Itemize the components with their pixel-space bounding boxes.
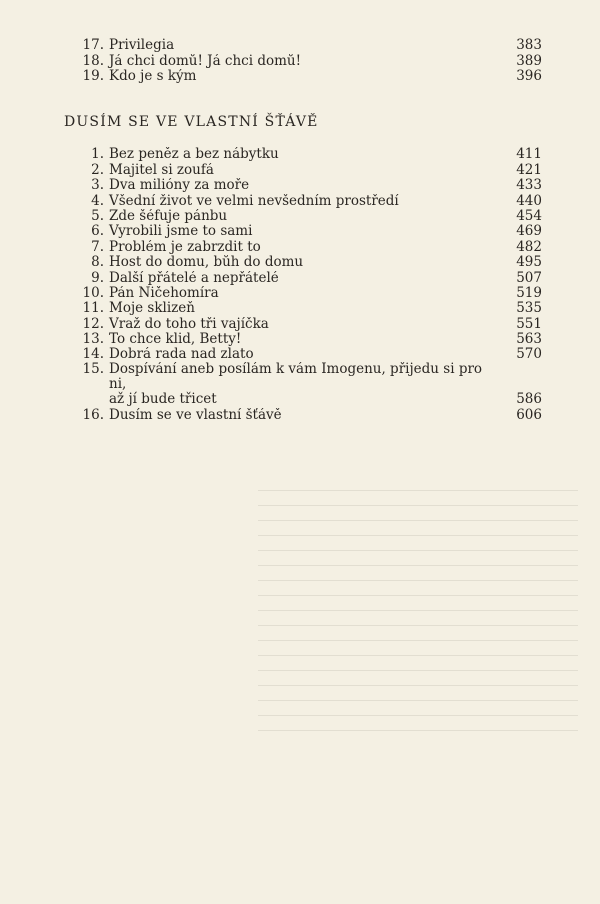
entry-number: 15. <box>82 361 104 378</box>
entry-number: 2. <box>91 161 104 178</box>
entry-title-line: až jí bude třicet <box>109 391 217 408</box>
entry-number: 1. <box>91 146 104 163</box>
section-heading: DUSÍM SE VE VLASTNÍ ŠŤÁVĚ <box>64 114 319 130</box>
entry-number: 19. <box>82 68 104 85</box>
entry-page: 421 <box>516 161 542 178</box>
entry-number: 18. <box>82 52 104 69</box>
entry-title: Pán Ničehomíra <box>109 285 219 301</box>
entry-title: Já chci domů! Já chci domů! <box>109 53 302 69</box>
entry-title: Dusím se ve vlastní šťávě <box>109 407 282 423</box>
entry-title: Kdo je s kým <box>109 69 197 85</box>
entry-page: 411 <box>516 146 542 163</box>
entry-title: Bez peněz a bez nábytku <box>109 147 279 163</box>
toc-entry <box>82 53 542 68</box>
toc-entry <box>82 362 542 407</box>
entry-number: 10. <box>82 284 104 301</box>
entry-page: 383 <box>516 37 542 54</box>
entry-page: 482 <box>516 238 542 255</box>
toc-entry <box>82 407 542 422</box>
entry-title: To chce klid, Betty! <box>109 332 242 348</box>
entry-number: 13. <box>82 331 104 348</box>
entry-number: 8. <box>91 254 104 271</box>
entry-page: 469 <box>516 223 542 240</box>
entry-title: Problém je zabrzdit to <box>109 239 261 255</box>
entry-page: 519 <box>516 284 542 301</box>
entry-page: 389 <box>516 52 542 69</box>
entry-title: Vraž do toho tři vajíčka <box>109 316 269 332</box>
entry-page: 507 <box>516 269 542 286</box>
toc-entry <box>82 162 542 177</box>
toc-entry <box>82 301 542 316</box>
toc-entry <box>82 224 542 239</box>
toc-entry <box>82 332 542 347</box>
entry-page: 606 <box>516 406 542 423</box>
entry-number: 12. <box>82 315 104 332</box>
toc-entry <box>82 209 542 224</box>
entry-number: 6. <box>91 223 104 240</box>
entry-number: 9. <box>91 269 104 286</box>
entry-number: 11. <box>82 300 104 317</box>
entry-page: 433 <box>516 177 542 194</box>
entry-title: Majitel si zoufá <box>109 162 214 178</box>
entry-title: Privilegia <box>109 38 175 54</box>
entry-title: Všední život ve velmi nevšedním prostředí <box>109 193 399 209</box>
toc-entry <box>82 316 542 331</box>
entry-number: 3. <box>91 177 104 194</box>
entry-number: 4. <box>91 192 104 209</box>
entry-page: 454 <box>516 207 542 224</box>
show-through-texture <box>258 490 578 770</box>
toc-entry <box>82 347 542 362</box>
entry-page: 570 <box>516 346 542 363</box>
toc-entry <box>82 239 542 254</box>
toc-section-list <box>82 147 542 423</box>
toc-entry <box>82 255 542 270</box>
toc-entry <box>82 193 542 208</box>
entry-page: 535 <box>516 300 542 317</box>
entry-page: 563 <box>516 331 542 348</box>
entry-title-line: Dospívání aneb posílám k vám Imogenu, přijedu si pro ni, <box>109 362 483 393</box>
toc-entry <box>82 286 542 301</box>
entry-number: 5. <box>91 207 104 224</box>
toc-entry <box>82 38 542 53</box>
entry-number: 17. <box>82 37 104 54</box>
entry-title: Moje sklizeň <box>109 301 195 317</box>
entry-page: 551 <box>516 315 542 332</box>
toc-entry <box>82 69 542 84</box>
entry-number: 16. <box>82 406 104 423</box>
entry-title: Zde šéfuje pánbu <box>109 208 228 224</box>
entry-title: Vyrobili jsme to sami <box>109 224 253 240</box>
toc-entry <box>82 270 542 285</box>
entry-page: 586 <box>516 391 542 408</box>
entry-page: 396 <box>516 68 542 85</box>
toc-entry <box>82 147 542 162</box>
entry-title: Host do domu, bůh do domu <box>109 255 304 271</box>
entry-title: Dva milióny za moře <box>109 178 250 194</box>
entry-title: Další přátelé a nepřátelé <box>109 270 279 286</box>
entry-page: 440 <box>516 192 542 209</box>
entry-number: 7. <box>91 238 104 255</box>
toc-top-list <box>82 38 542 84</box>
entry-page: 495 <box>516 254 542 271</box>
toc-entry <box>82 178 542 193</box>
entry-title: Dobrá rada nad zlato <box>109 347 254 363</box>
entry-title <box>104 362 498 407</box>
entry-number: 14. <box>82 346 104 363</box>
